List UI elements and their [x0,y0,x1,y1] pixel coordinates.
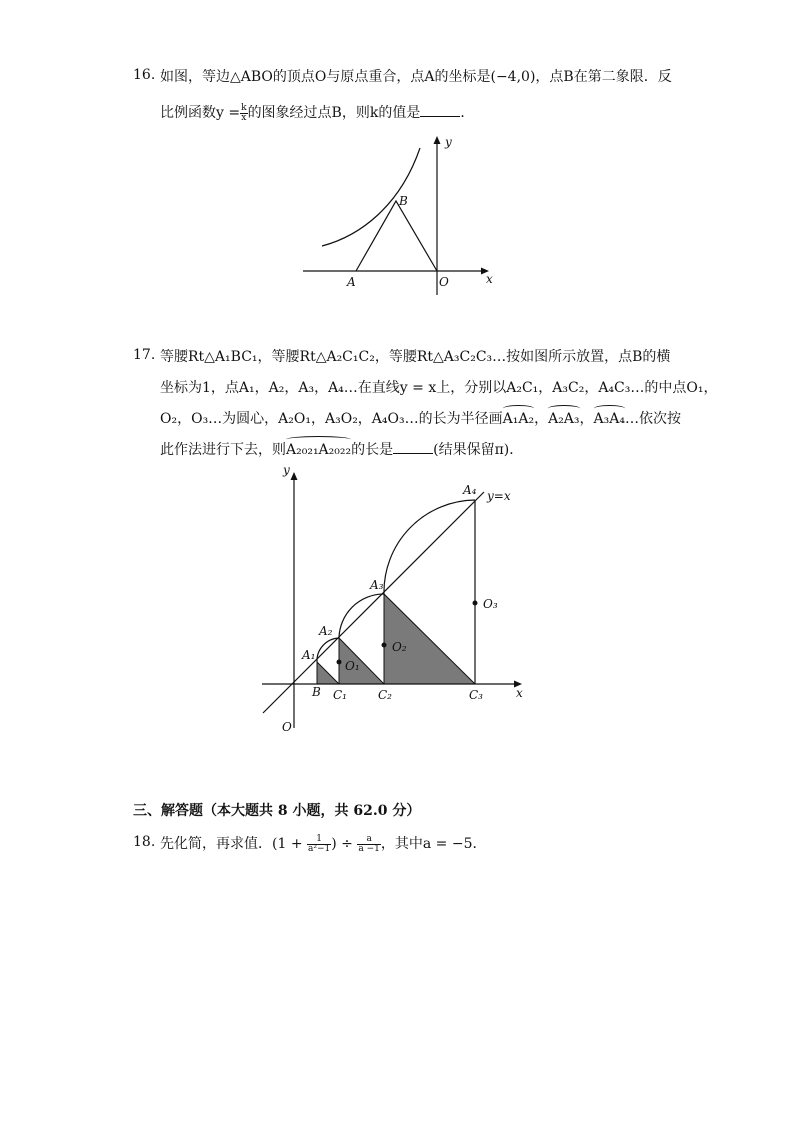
section-heading: 三、解答题（本大题共 8 小题，共 62.0 分） [133,803,421,819]
q17-label-c1: C₁ [333,688,347,702]
q17-arc-a3a4: A₃A₄ [593,411,625,427]
q17-number: 17. [133,347,156,363]
q17-line2: 坐标为1，点A₁，A₂，A₃，A₄…在直线y = x上，分别以A₂C₁，A₃C₂，A₄C₃…的中点O₁， [160,380,718,396]
q17-x-label: x [516,686,523,700]
q17-line-label: y=x [487,489,511,503]
q17-line3: O₂，O₃…为圆心，A₂O₁，A₃O₂，A₄O₃…的长为半径画A₁A₂，A₂A₃，A₃A₄…依次按 [160,411,681,427]
q17-arc-a1a2: A₁A₂ [502,411,535,427]
q16-point-b: B [399,194,408,208]
q18-post: ，其中a = −5． [380,836,487,852]
q18-line [160,834,487,854]
q17-label-c2: C₂ [378,688,392,702]
q18-pre: 先化简，再求值．(1 + [160,836,303,852]
q16-point-a: A [347,275,356,289]
q17-label-o1: O₁ [345,659,360,673]
q16-line1: 如图，等边△ABO的顶点O与原点重合，点A的坐标是(−4,0)，点B在第二象限．反 [160,69,672,85]
q18-mid: ) ÷ [331,836,353,852]
q17-label-b: B [312,685,321,699]
q17-label-o2: O₂ [392,640,407,654]
q17-line3-pre: O₂，O₃…为圆心，A₂O₁，A₃O₂，A₄O₃…的长为半径画 [160,411,503,427]
q17-label-a1: A₁ [302,648,316,662]
q18-fraction-1 [307,835,331,854]
q17-label-a2: A₂ [319,624,333,638]
q18-number: 18. [133,834,156,850]
q17-line4-post: (结果保留π)． [433,442,524,458]
q16-line2-post: 的图象经过点B，则k的值是 [247,105,421,121]
q18-fraction-2 [357,835,381,854]
q18-frac2-numerator: a [357,835,381,845]
q17-label-o3: O₃ [483,597,498,611]
q17-line4-pre: 此作法进行下去，则 [160,442,286,458]
q16-number: 16. [133,67,156,83]
q17-line3-post: …依次按 [624,411,681,427]
q18-frac2-denominator: a −1 [358,843,380,854]
q17-y-label: y [283,463,290,477]
q17-label-c3: C₃ [469,688,483,702]
q16-point-o: O [439,275,449,289]
q16-x-label: x [486,272,493,286]
q17-arc-a2021a2022: A₂₀₂₁A₂₀₂₂ [286,442,352,458]
q17-line1: 等腰Rt△A₁BC₁，等腰Rt△A₂C₁C₂，等腰Rt△A₃C₂C₃…按如图所示放置，点B的横 [160,349,671,365]
q16-frac-denominator: x [241,112,247,123]
q18-frac1-denominator: a²−1 [308,843,331,854]
q16-frac-numerator: k [241,102,247,113]
q17-label-a3: A₃ [370,578,384,592]
q18-frac1-numerator: 1 [307,835,331,845]
q17-origin-label: O [282,720,292,734]
q17-arc-a2a3: A₂A₃ [548,411,580,427]
q16-line2-end: ． [460,105,475,121]
q16-y-label: y [445,135,452,149]
q17-label-a4: A₄ [463,483,477,497]
q16-line2-pre: 比例函数y = [160,105,241,121]
q17-line4-mid: 的长是 [351,442,394,458]
